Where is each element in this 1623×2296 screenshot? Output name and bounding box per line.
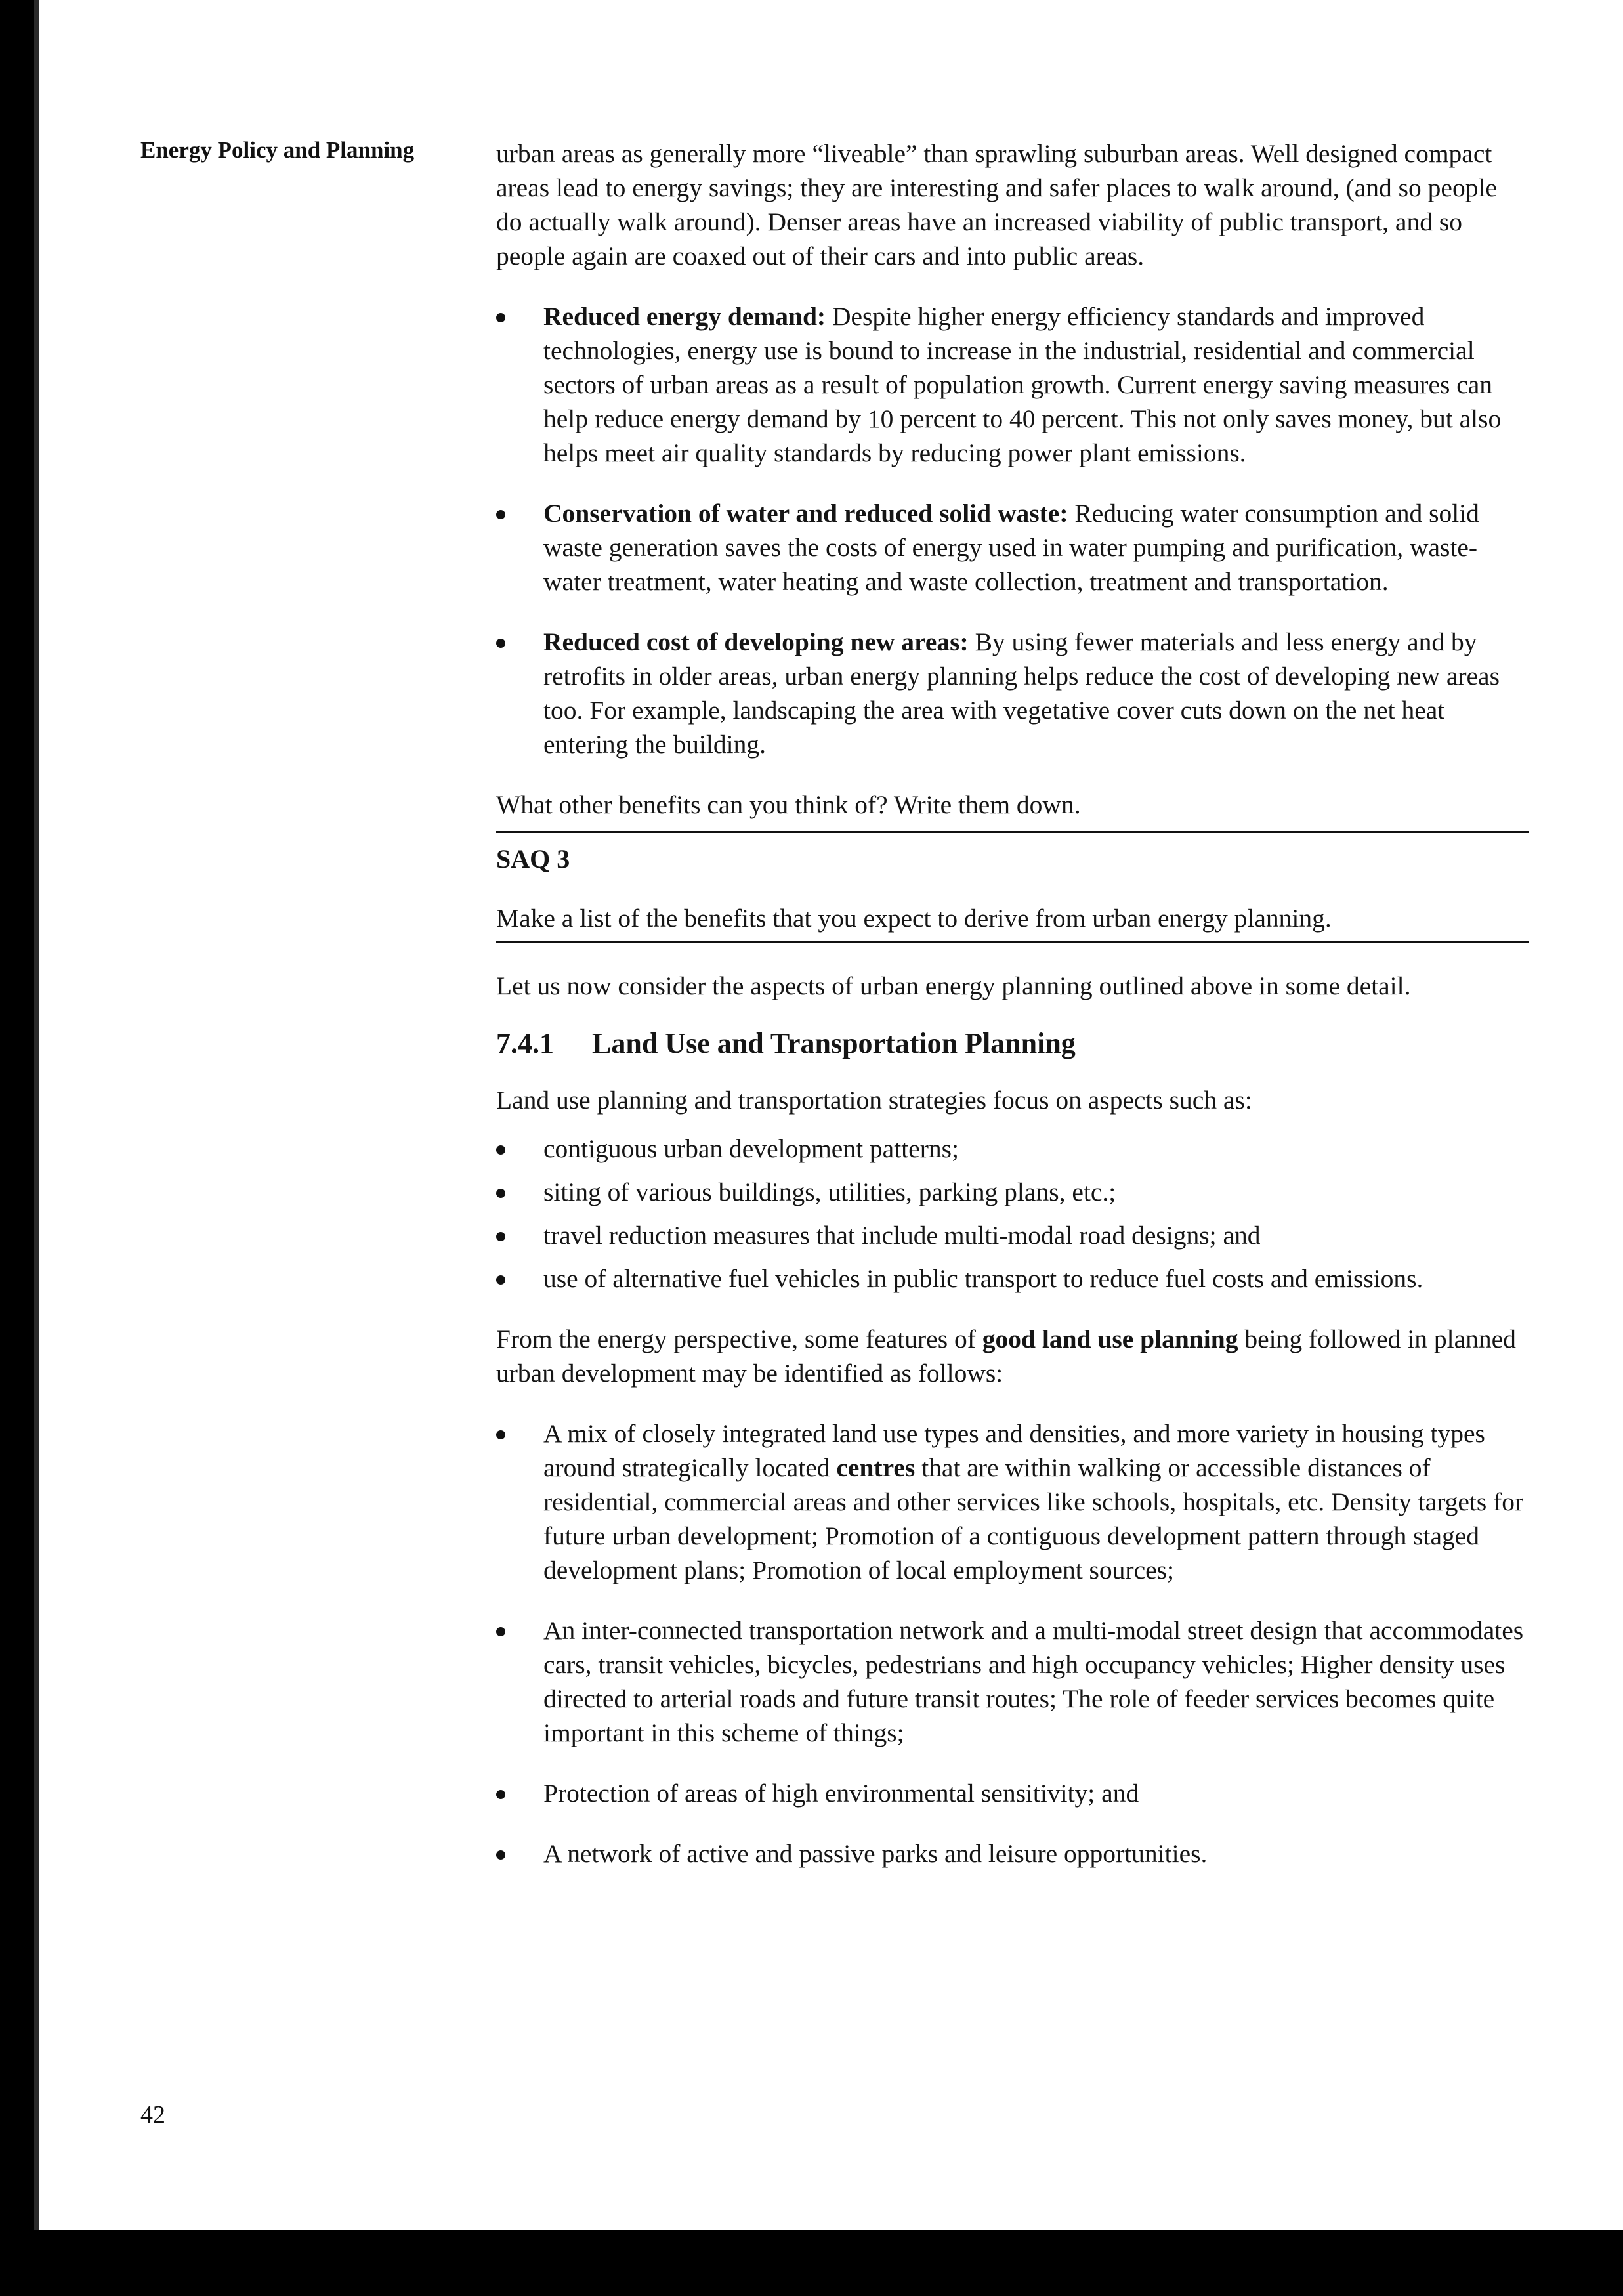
features-intro-text: being followed in planned urban development may be identified as follows: — [496, 1325, 1516, 1388]
list-item — [496, 496, 1529, 599]
features-intro-text: From the energy perspective, some features of — [496, 1325, 982, 1353]
features-list — [496, 1416, 1529, 1871]
scan-left-border-shadow — [34, 0, 39, 2296]
list-item — [496, 1218, 1529, 1252]
strategy-text: contiguous urban development patterns; — [543, 1134, 959, 1163]
saq-text: Make a list of the benefits that you expect to derive from urban energy planning. — [496, 904, 1332, 933]
page-number: 42 — [140, 2101, 165, 2129]
feature-text: that are within walking or accessible distances of residential, commercial areas and other services like schools, hospitals, etc. Density targets for future urban development; Promotion of a contiguous development pattern through staged development plans; Promotion of local employment sources; — [543, 1453, 1524, 1584]
feature-text: An inter-connected transportation network and a multi-modal street design that accommodates cars, transit vehicles, bicycles, pedestrians and high occupancy vehicles; Higher density uses directed to arterial roads and future transit routes; The role of feeder services becomes quite important in this scheme of things; — [543, 1616, 1524, 1747]
strategy-text: travel reduction measures that include multi-modal road designs; and — [543, 1221, 1261, 1250]
features-intro-emphasis: good land use planning — [982, 1325, 1238, 1353]
bullet-icon — [496, 1232, 505, 1241]
list-item — [496, 1837, 1529, 1871]
intro-paragraph: urban areas as generally more “liveable” than sprawling suburban areas. Well designed compact areas lead to energy savings; they are interesting and safer places to walk around, (and so people do actually walk around). Denser areas have an increased viability of public transport, and so people again are coaxed out of their cars and into public areas. — [496, 139, 1497, 270]
benefit-term: Conservation of water and reduced solid waste: — [543, 499, 1068, 528]
section-title: Land Use and Transportation Planning — [592, 1027, 1076, 1059]
bullet-icon — [496, 1790, 505, 1799]
scan-bottom-border — [0, 2230, 1623, 2296]
saq-title: SAQ 3 — [496, 844, 570, 874]
list-item — [496, 1416, 1529, 1587]
feature-text: A mix of closely integrated land use types and densities, and more variety in housing types around strategically located — [543, 1419, 1485, 1482]
bullet-icon — [496, 1430, 505, 1439]
benefits-list — [496, 299, 1529, 761]
feature-emphasis: centres — [836, 1453, 916, 1482]
strategy-text: siting of various buildings, utilities, parking plans, etc.; — [543, 1178, 1116, 1206]
saq-box — [496, 831, 1529, 943]
list-item — [496, 1262, 1529, 1296]
benefit-term: Reduced energy demand: — [543, 302, 826, 331]
strategies-intro: Land use planning and transportation strategies focus on aspects such as: — [496, 1086, 1252, 1115]
benefit-text: By using fewer materials and less energy and by retrofits in older areas, urban energy planning helps reduce the cost of developing new areas too. For example, landscaping the area with vegetative cover cuts down on the net heat entering the building. — [543, 627, 1500, 759]
bullet-icon — [496, 1145, 505, 1155]
benefit-text: Reducing water consumption and solid waste generation saves the costs of energy used in water pumping and purification, waste-water treatment, water heating and waste collection, treatment and transportation. — [543, 499, 1479, 596]
features-intro — [496, 1322, 1529, 1390]
bullet-icon — [496, 639, 505, 648]
list-item — [496, 299, 1529, 470]
strategies-list — [496, 1132, 1529, 1296]
scan-left-border — [0, 0, 34, 2296]
running-header: Energy Policy and Planning — [140, 137, 415, 163]
page-body — [496, 137, 1529, 1897]
section-number: 7.4.1 — [496, 1027, 554, 1059]
benefit-text: Despite higher energy efficiency standards and improved technologies, energy use is bound to increase in the industrial, residential and commercial sectors of urban areas as a result of population growth. Current energy saving measures can help reduce energy demand by 10 percent to 40 percent. This not only saves money, but also helps meet air quality standards by reducing power plant emissions. — [543, 302, 1502, 467]
bullet-icon — [496, 1275, 505, 1285]
section-heading — [496, 1027, 1529, 1061]
list-item — [496, 1132, 1529, 1166]
strategy-text: use of alternative fuel vehicles in public transport to reduce fuel costs and emissions. — [543, 1264, 1423, 1293]
benefit-term: Reduced cost of developing new areas: — [543, 627, 969, 656]
list-item — [496, 1175, 1529, 1209]
question-prompt: What other benefits can you think of? Write them down. — [496, 790, 1081, 819]
bullet-icon — [496, 1850, 505, 1860]
bullet-icon — [496, 1627, 505, 1636]
consider-paragraph: Let us now consider the aspects of urban energy planning outlined above in some detail. — [496, 971, 1411, 1000]
list-item — [496, 1613, 1529, 1750]
list-item — [496, 1776, 1529, 1810]
feature-text: Protection of areas of high environmental sensitivity; and — [543, 1779, 1139, 1808]
bullet-icon — [496, 313, 505, 322]
bullet-icon — [496, 510, 505, 519]
bullet-icon — [496, 1189, 505, 1198]
list-item — [496, 625, 1529, 761]
feature-text: A network of active and passive parks and leisure opportunities. — [543, 1839, 1208, 1868]
